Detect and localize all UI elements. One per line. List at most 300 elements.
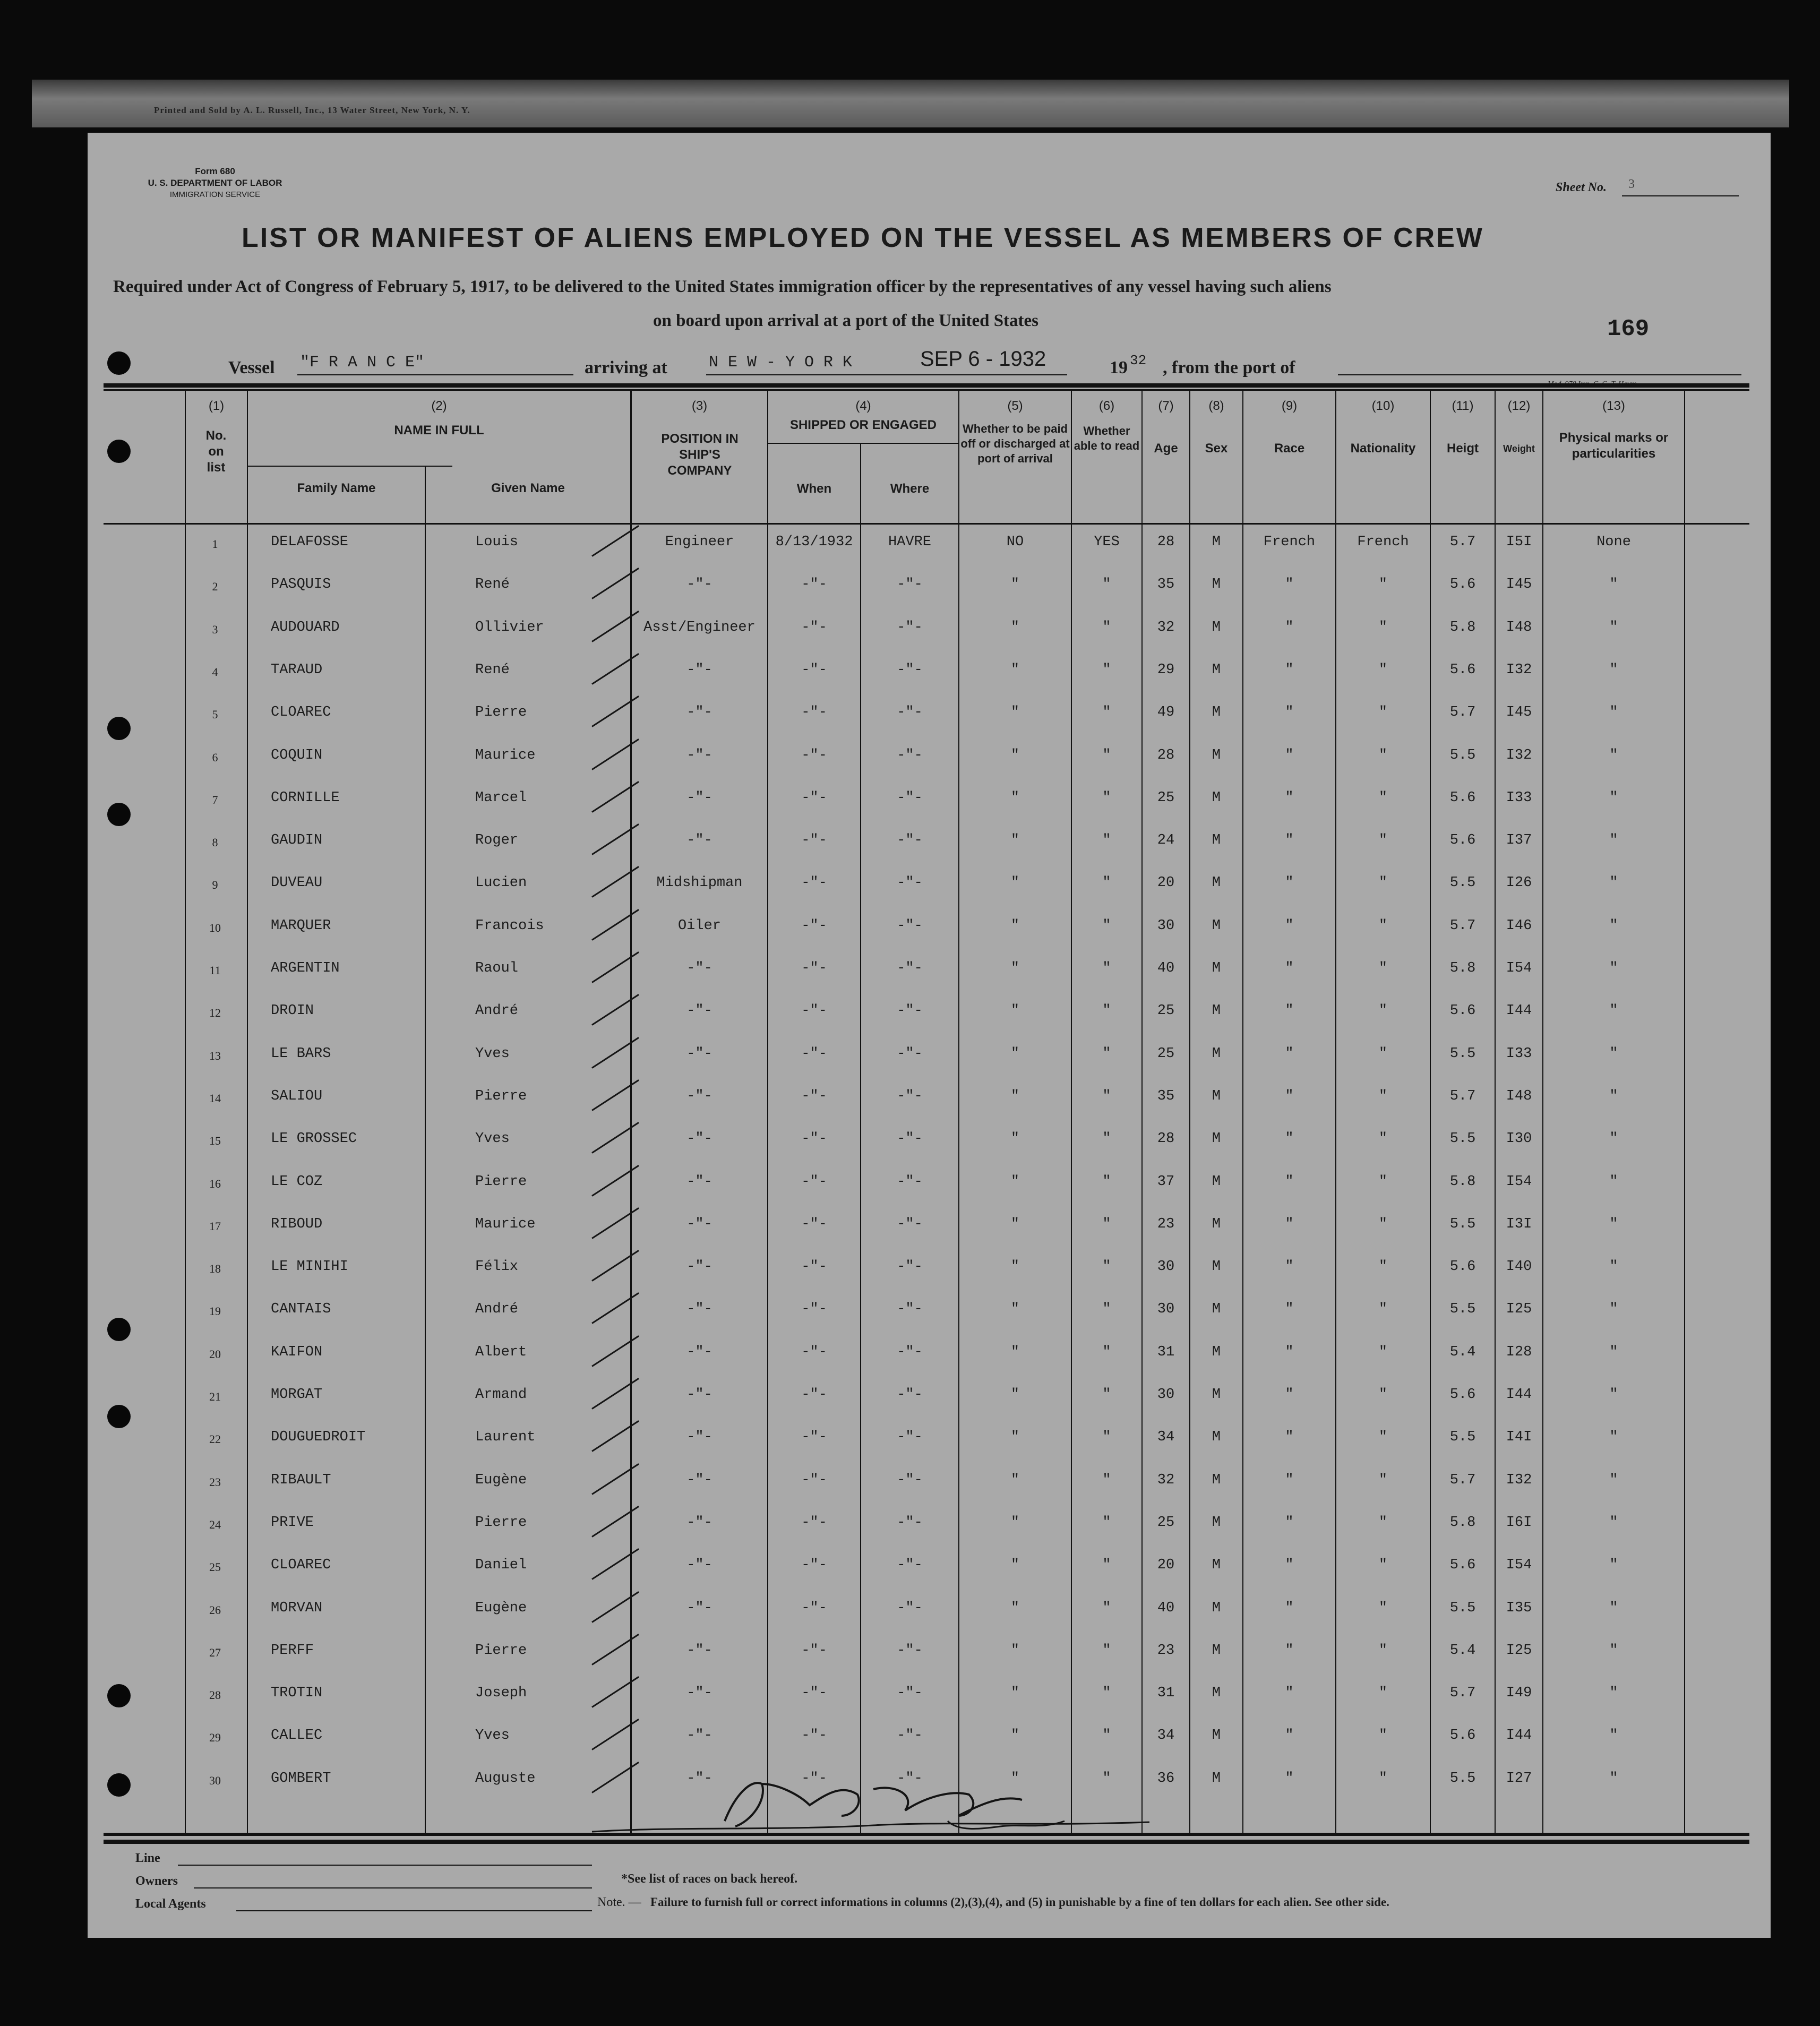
cell-height: 5.6 <box>1449 1259 1476 1275</box>
cell-weight: I54 <box>1506 1174 1532 1190</box>
cell-paid: " <box>1010 875 1020 891</box>
cell-when: -"- <box>801 1301 827 1317</box>
cell-age: 25 <box>1157 790 1175 806</box>
cell-age: 30 <box>1157 1259 1175 1275</box>
cell-nat: " <box>1378 1301 1388 1317</box>
cell-read: " <box>1102 1771 1111 1787</box>
cell-weight: I54 <box>1506 1557 1532 1573</box>
cell-no: 15 <box>209 1134 221 1147</box>
cell-age: 23 <box>1157 1643 1175 1659</box>
cell-no: 30 <box>209 1774 221 1787</box>
cell-weight: I46 <box>1506 918 1532 934</box>
cell-when: -"- <box>801 918 827 934</box>
cell-marks: " <box>1609 875 1618 891</box>
col-8-header: (8) Sex <box>1205 399 1228 456</box>
cell-sex: M <box>1212 960 1221 976</box>
cell-position: -"- <box>686 1088 712 1104</box>
cell-given: Pierre <box>475 705 527 720</box>
cell-given: Joseph <box>475 1685 527 1701</box>
cell-weight: I37 <box>1506 832 1532 848</box>
cell-sex: M <box>1212 832 1221 848</box>
cell-race: " <box>1285 1003 1294 1019</box>
cell-read: " <box>1102 1728 1111 1744</box>
cell-race: French <box>1263 534 1316 550</box>
col-2-header: (2) NAME IN FULL <box>394 399 484 437</box>
cell-when: -"- <box>801 1131 827 1147</box>
cell-paid: " <box>1010 705 1020 720</box>
cell-age: 36 <box>1157 1771 1175 1787</box>
cell-position: -"- <box>686 1046 712 1062</box>
cell-sex: M <box>1212 748 1221 763</box>
cell-race: " <box>1285 832 1294 848</box>
cell-nat: " <box>1378 1387 1388 1403</box>
cell-position: -"- <box>686 960 712 976</box>
cell-height: 5.8 <box>1449 1174 1476 1190</box>
cell-sex: M <box>1212 1088 1221 1104</box>
cell-height: 5.5 <box>1449 1131 1476 1147</box>
cell-when: -"- <box>801 662 827 678</box>
cell-age: 30 <box>1157 1301 1175 1317</box>
cell-paid: " <box>1010 1387 1020 1403</box>
cell-paid: " <box>1010 918 1020 934</box>
cell-no: 28 <box>209 1688 221 1702</box>
cell-when: -"- <box>801 1472 827 1488</box>
cell-race: " <box>1285 1344 1294 1360</box>
col-2b-header: Given Name <box>491 481 565 495</box>
cell-marks: None <box>1596 534 1631 550</box>
cell-marks: " <box>1609 918 1618 934</box>
cell-position: -"- <box>686 1557 712 1573</box>
cell-age: 23 <box>1157 1216 1175 1232</box>
col-4-header: (4) SHIPPED OR ENGAGED <box>789 399 937 432</box>
cell-given: Pierre <box>475 1174 527 1190</box>
cell-read: " <box>1102 1387 1111 1403</box>
cell-position: -"- <box>686 1003 712 1019</box>
cell-height: 5.5 <box>1449 1046 1476 1062</box>
cell-where: -"- <box>897 1088 923 1104</box>
cell-nat: " <box>1378 1046 1388 1062</box>
cell-race: " <box>1285 1216 1294 1232</box>
cell-when: -"- <box>801 1600 827 1616</box>
cell-where: -"- <box>897 1515 923 1531</box>
cell-position: -"- <box>686 1344 712 1360</box>
col-10-header: (10) Nationality <box>1350 399 1416 456</box>
cell-given: Laurent <box>475 1429 536 1445</box>
cell-sex: M <box>1212 790 1221 806</box>
cell-paid: " <box>1010 832 1020 848</box>
col-6-header: (6) Whether able to read <box>1074 399 1140 452</box>
cell-no: 17 <box>209 1220 221 1233</box>
cell-marks: " <box>1609 832 1618 848</box>
cell-weight: I25 <box>1506 1643 1532 1659</box>
cell-marks: " <box>1609 1003 1618 1019</box>
cell-sex: M <box>1212 1003 1221 1019</box>
cell-position: Oiler <box>677 918 721 934</box>
cell-given: René <box>475 577 510 593</box>
form-identifier <box>135 166 295 201</box>
cell-when: -"- <box>801 1515 827 1531</box>
cell-height: 5.6 <box>1449 1003 1476 1019</box>
cell-marks: " <box>1609 1088 1618 1104</box>
cell-family: SALIOU <box>271 1088 323 1104</box>
cell-race: " <box>1285 1771 1294 1787</box>
cell-no: 10 <box>209 921 221 934</box>
cell-given: Yves <box>475 1131 510 1147</box>
cell-paid: " <box>1010 662 1020 678</box>
cell-age: 35 <box>1157 577 1175 593</box>
cell-paid: " <box>1010 1429 1020 1445</box>
cell-family: MORGAT <box>271 1387 323 1403</box>
cell-age: 28 <box>1157 748 1175 763</box>
cell-sex: M <box>1212 534 1221 550</box>
cell-sex: M <box>1212 662 1221 678</box>
cell-height: 5.4 <box>1449 1643 1476 1659</box>
cell-marks: " <box>1609 1387 1618 1403</box>
cell-sex: M <box>1212 1174 1221 1190</box>
cell-where: -"- <box>897 620 923 636</box>
cell-when: -"- <box>801 620 827 636</box>
cell-race: " <box>1285 1046 1294 1062</box>
cell-height: 5.5 <box>1449 1600 1476 1616</box>
cell-height: 5.6 <box>1449 577 1476 593</box>
cell-where: -"- <box>897 1046 923 1062</box>
footer-local-agents-rule <box>236 1910 592 1911</box>
cell-no: 1 <box>212 537 218 551</box>
year-suffix: 32 <box>1130 353 1147 368</box>
cell-height: 5.7 <box>1449 1472 1476 1488</box>
cell-height: 5.5 <box>1449 1216 1476 1232</box>
cell-family: PERFF <box>271 1643 314 1659</box>
cell-read: " <box>1102 1174 1111 1190</box>
cell-marks: " <box>1609 577 1618 593</box>
cell-weight: I48 <box>1506 620 1532 636</box>
cell-read: " <box>1102 1301 1111 1317</box>
cell-age: 24 <box>1157 832 1175 848</box>
cell-sex: M <box>1212 1344 1221 1360</box>
cell-family: COQUIN <box>271 748 323 763</box>
cell-family: DOUGUEDROIT <box>271 1429 366 1445</box>
cell-race: " <box>1285 1387 1294 1403</box>
cell-position: Midshipman <box>656 875 743 891</box>
cell-marks: " <box>1609 620 1618 636</box>
col-rule <box>1495 391 1496 1833</box>
col-12-header: (12) Weight <box>1503 399 1535 454</box>
cell-sex: M <box>1212 1259 1221 1275</box>
cell-no: 2 <box>212 580 218 593</box>
cell-height: 5.6 <box>1449 662 1476 678</box>
cell-race: " <box>1285 1259 1294 1275</box>
cell-paid: " <box>1010 1344 1020 1360</box>
cell-no: 6 <box>212 751 218 764</box>
form-department: U. S. DEPARTMENT OF LABOR <box>148 178 282 188</box>
col-rule <box>247 391 248 1833</box>
cell-family: DELAFOSSE <box>271 534 348 550</box>
cell-given: Eugène <box>475 1472 527 1488</box>
punch-hole <box>107 1405 131 1428</box>
cell-position: -"- <box>686 790 712 806</box>
cell-family: CLOAREC <box>271 1557 331 1573</box>
cell-marks: " <box>1609 790 1618 806</box>
cell-no: 25 <box>209 1560 221 1574</box>
cell-given: Ollivier <box>475 620 544 636</box>
cell-nat: " <box>1378 1344 1388 1360</box>
cell-marks: " <box>1609 1771 1618 1787</box>
col-rule <box>1141 391 1143 1833</box>
cell-age: 25 <box>1157 1046 1175 1062</box>
top-binding-strip <box>32 80 1789 127</box>
cell-no: 24 <box>209 1518 221 1531</box>
cell-position: -"- <box>686 1643 712 1659</box>
cell-race: " <box>1285 1301 1294 1317</box>
cell-given: Albert <box>475 1344 527 1360</box>
punch-hole <box>107 351 131 375</box>
cell-weight: I6I <box>1506 1515 1532 1531</box>
cell-read: " <box>1102 1557 1111 1573</box>
cell-no: 12 <box>209 1006 221 1019</box>
col-rule <box>1335 391 1336 1833</box>
name-subheader-rule <box>247 466 452 467</box>
cell-where: -"- <box>897 1771 923 1787</box>
cell-given: Louis <box>475 534 519 550</box>
cell-read: " <box>1102 918 1111 934</box>
cell-where: -"- <box>897 1259 923 1275</box>
cell-family: CORNILLE <box>271 790 340 806</box>
cell-family: CLOAREC <box>271 705 331 720</box>
cell-no: 20 <box>209 1347 221 1361</box>
cell-height: 5.5 <box>1449 1429 1476 1445</box>
cell-where: -"- <box>897 748 923 763</box>
cell-paid: " <box>1010 1259 1020 1275</box>
cell-weight: I3I <box>1506 1216 1532 1232</box>
cell-where: -"- <box>897 1685 923 1701</box>
cell-race: " <box>1285 577 1294 593</box>
cell-no: 26 <box>209 1603 221 1617</box>
cell-height: 5.8 <box>1449 1515 1476 1531</box>
cell-position: -"- <box>686 832 712 848</box>
cell-family: GOMBERT <box>271 1771 331 1787</box>
cell-read: " <box>1102 1344 1111 1360</box>
cell-weight: I45 <box>1506 705 1532 720</box>
cell-race: " <box>1285 1515 1294 1531</box>
cell-nat: " <box>1378 1131 1388 1147</box>
cell-age: 28 <box>1157 1131 1175 1147</box>
header-bottom-rule <box>104 523 1749 525</box>
cell-position: -"- <box>686 1174 712 1190</box>
cell-where: -"- <box>897 1216 923 1232</box>
cell-marks: " <box>1609 662 1618 678</box>
cell-paid: " <box>1010 1088 1020 1104</box>
cell-race: " <box>1285 960 1294 976</box>
cell-when: -"- <box>801 790 827 806</box>
races-note: *See list of races on back hereof. <box>621 1872 798 1886</box>
cell-age: 34 <box>1157 1429 1175 1445</box>
cell-where: -"- <box>897 1387 923 1403</box>
cell-race: " <box>1285 1088 1294 1104</box>
cell-where: -"- <box>897 1557 923 1573</box>
cell-race: " <box>1285 875 1294 891</box>
cell-when: -"- <box>801 1557 827 1573</box>
col-rule <box>425 466 426 1833</box>
cell-nat: " <box>1378 875 1388 891</box>
punch-hole <box>107 717 131 740</box>
cell-given: Pierre <box>475 1643 527 1659</box>
cell-no: 4 <box>212 665 218 679</box>
cell-marks: " <box>1609 705 1618 720</box>
vessel-name: "F R A N C E" <box>300 354 425 372</box>
cell-paid: " <box>1010 1472 1020 1488</box>
cell-read: " <box>1102 832 1111 848</box>
cell-given: Armand <box>475 1387 527 1403</box>
cell-read: " <box>1102 1515 1111 1531</box>
cell-given: Francois <box>475 918 544 934</box>
cell-no: 29 <box>209 1731 221 1744</box>
cell-given: Eugène <box>475 1600 527 1616</box>
cell-nat: " <box>1378 918 1388 934</box>
cell-read: " <box>1102 1259 1111 1275</box>
form-number: Form 680 <box>195 166 235 176</box>
cell-age: 30 <box>1157 1387 1175 1403</box>
cell-sex: M <box>1212 918 1221 934</box>
cell-marks: " <box>1609 1344 1618 1360</box>
cell-race: " <box>1285 1131 1294 1147</box>
cell-family: CALLEC <box>271 1728 323 1744</box>
cell-sex: M <box>1212 1301 1221 1317</box>
cell-read: " <box>1102 1600 1111 1616</box>
cell-read: " <box>1102 1216 1111 1232</box>
cell-read: " <box>1102 748 1111 763</box>
cell-when: -"- <box>801 748 827 763</box>
cell-no: 7 <box>212 793 218 806</box>
cell-given: Pierre <box>475 1515 527 1531</box>
cell-height: 5.4 <box>1449 1344 1476 1360</box>
arriving-label: arriving at <box>585 358 667 377</box>
cell-nat: " <box>1378 1643 1388 1659</box>
sheet-number-label: Sheet No. <box>1556 181 1607 194</box>
cell-weight: I32 <box>1506 662 1532 678</box>
cell-nat: " <box>1378 1685 1388 1701</box>
footer-owners-rule <box>194 1887 592 1888</box>
cell-when: -"- <box>801 705 827 720</box>
cell-height: 5.7 <box>1449 1088 1476 1104</box>
cell-family: DROIN <box>271 1003 314 1019</box>
cell-age: 20 <box>1157 875 1175 891</box>
punch-hole <box>107 1684 131 1707</box>
footer-local-agents-label: Local Agents <box>135 1897 206 1911</box>
col-11-header: (11) Heigt <box>1447 399 1479 456</box>
cell-weight: I48 <box>1506 1088 1532 1104</box>
cell-given: André <box>475 1003 519 1019</box>
cell-paid: " <box>1010 1131 1020 1147</box>
cell-paid: " <box>1010 1557 1020 1573</box>
cell-family: ARGENTIN <box>271 960 340 976</box>
cell-when: -"- <box>801 960 827 976</box>
cell-race: " <box>1285 918 1294 934</box>
cell-race: " <box>1285 620 1294 636</box>
cell-where: -"- <box>897 875 923 891</box>
cell-read: " <box>1102 705 1111 720</box>
cell-no: 9 <box>212 878 218 891</box>
cell-age: 20 <box>1157 1557 1175 1573</box>
cell-family: TARAUD <box>271 662 323 678</box>
cell-sex: M <box>1212 1643 1221 1659</box>
cell-weight: I4I <box>1506 1429 1532 1445</box>
cell-paid: NO <box>1006 534 1024 550</box>
cell-age: 40 <box>1157 1600 1175 1616</box>
cell-where: -"- <box>897 1301 923 1317</box>
cell-sex: M <box>1212 1771 1221 1787</box>
cell-nat: " <box>1378 790 1388 806</box>
cell-age: 32 <box>1157 1472 1175 1488</box>
cell-height: 5.6 <box>1449 1557 1476 1573</box>
cell-age: 40 <box>1157 960 1175 976</box>
cell-when: -"- <box>801 1387 827 1403</box>
cell-height: 5.7 <box>1449 918 1476 934</box>
cell-when: -"- <box>801 1643 827 1659</box>
cell-where: -"- <box>897 1131 923 1147</box>
col-rule <box>630 391 632 1833</box>
cell-marks: " <box>1609 1174 1618 1190</box>
cell-family: CANTAIS <box>271 1301 331 1317</box>
cell-family: RIBAULT <box>271 1472 331 1488</box>
cell-race: " <box>1285 1174 1294 1190</box>
cell-height: 5.7 <box>1449 705 1476 720</box>
cell-sex: M <box>1212 1429 1221 1445</box>
cell-age: 34 <box>1157 1728 1175 1744</box>
cell-marks: " <box>1609 1429 1618 1445</box>
table-top-rule <box>104 383 1749 388</box>
cell-race: " <box>1285 1600 1294 1616</box>
cell-nat: " <box>1378 1174 1388 1190</box>
cell-position: -"- <box>686 1771 712 1787</box>
cell-sex: M <box>1212 1515 1221 1531</box>
cell-read: " <box>1102 1643 1111 1659</box>
cell-marks: " <box>1609 1557 1618 1573</box>
arrival-port: N E W - Y O R K <box>709 354 853 372</box>
cell-nat: " <box>1378 832 1388 848</box>
cell-nat: " <box>1378 662 1388 678</box>
cell-paid: " <box>1010 1301 1020 1317</box>
cell-marks: " <box>1609 1259 1618 1275</box>
cell-family: PASQUIS <box>271 577 331 593</box>
col-rule <box>185 391 186 1833</box>
cell-nat: " <box>1378 1472 1388 1488</box>
cell-marks: " <box>1609 1472 1618 1488</box>
cell-when: -"- <box>801 1344 827 1360</box>
cell-position: -"- <box>686 577 712 593</box>
punch-hole <box>107 1318 131 1341</box>
cell-height: 5.6 <box>1449 1387 1476 1403</box>
cell-no: 16 <box>209 1177 221 1190</box>
cell-weight: I44 <box>1506 1387 1532 1403</box>
cell-sex: M <box>1212 577 1221 593</box>
cell-position: -"- <box>686 1429 712 1445</box>
cell-family: LE MINIHI <box>271 1259 348 1275</box>
cell-when: -"- <box>801 1429 827 1445</box>
cell-weight: I5I <box>1506 534 1532 550</box>
cell-marks: " <box>1609 1643 1618 1659</box>
punch-hole <box>107 1773 131 1797</box>
cell-family: AUDOUARD <box>271 620 340 636</box>
penalty-note: Failure to furnish full or correct informations in columns (2),(3),(4), and (5) in punishable by a fine of ten dollars for each alien. See other side. <box>650 1895 1389 1909</box>
cell-weight: I35 <box>1506 1600 1532 1616</box>
cell-no: 11 <box>209 964 221 977</box>
cell-nat: " <box>1378 1771 1388 1787</box>
cell-given: André <box>475 1301 519 1317</box>
vessel-label: Vessel <box>228 358 275 377</box>
cell-age: 49 <box>1157 705 1175 720</box>
cell-no: 5 <box>212 708 218 721</box>
year-prefix: 19 <box>1110 358 1128 377</box>
